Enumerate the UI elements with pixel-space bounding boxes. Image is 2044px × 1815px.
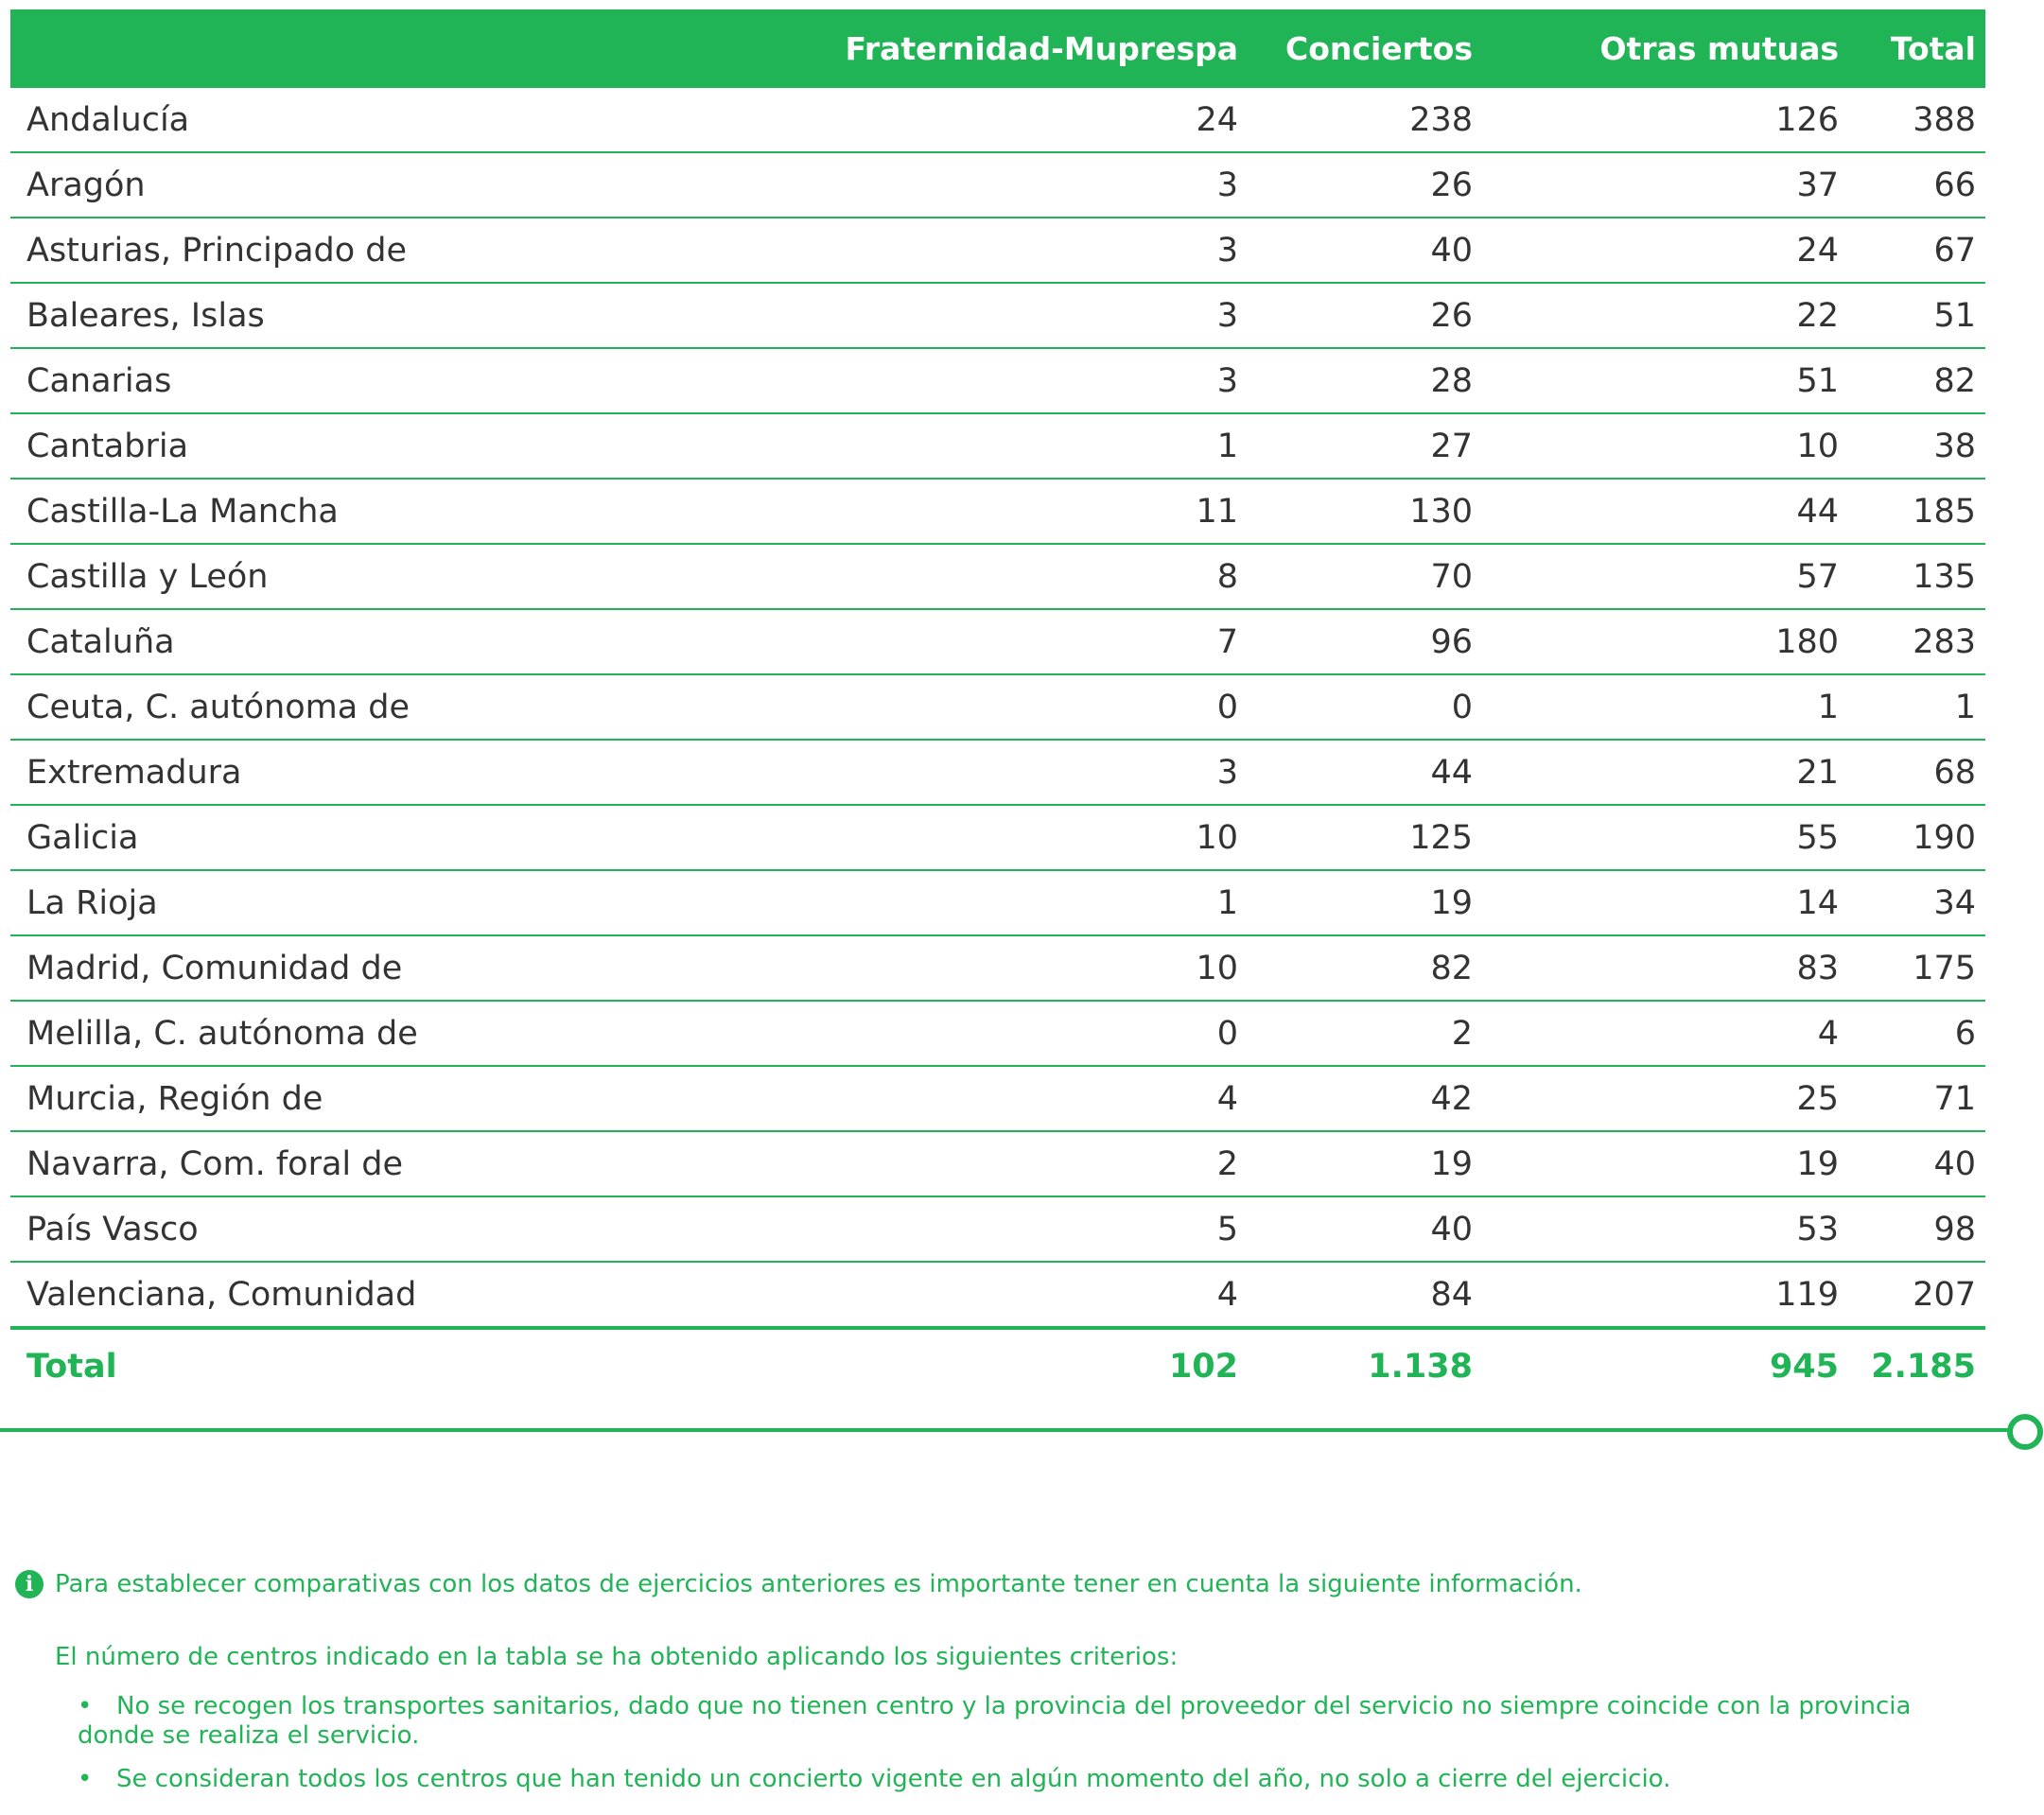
- region-name: Aragón: [26, 166, 146, 204]
- total-conciertos: 1.138: [1368, 1348, 1473, 1386]
- otras-value: 4: [1817, 1014, 1839, 1053]
- conciertos-value: 130: [1409, 492, 1473, 531]
- total-fraternidad: 102: [1168, 1348, 1238, 1386]
- bullet-marker: •: [78, 1765, 93, 1793]
- total-value: 51: [1933, 296, 1976, 335]
- fraternidad-value: 2: [1216, 1144, 1238, 1183]
- table-row: [10, 610, 1985, 675]
- table-row: [10, 1067, 1985, 1132]
- total-total: 2.185: [1871, 1348, 1976, 1386]
- header-conciertos: Conciertos: [1285, 30, 1473, 67]
- conciertos-value: 70: [1430, 557, 1473, 596]
- otras-value: 22: [1796, 296, 1839, 335]
- otras-value: 10: [1796, 427, 1839, 465]
- total-value: 283: [1913, 622, 1976, 661]
- otras-value: 1: [1817, 688, 1839, 726]
- total-value: 6: [1954, 1014, 1976, 1053]
- fraternidad-value: 4: [1216, 1275, 1238, 1314]
- region-name: Andalucía: [26, 100, 190, 139]
- region-name: Madrid, Comunidad de: [26, 949, 403, 987]
- note-intro: Para establecer comparativas con los datos de ejercicios anteriores es importante tener en cuenta la siguiente información.: [55, 1570, 1582, 1598]
- centers-table: [10, 9, 1985, 1404]
- table-row: [10, 871, 1985, 936]
- bullet-marker: •: [78, 1692, 93, 1720]
- region-name: Melilla, C. autónoma de: [26, 1014, 418, 1053]
- fraternidad-value: 11: [1196, 492, 1238, 531]
- info-icon: i: [15, 1570, 44, 1598]
- total-value: 67: [1933, 231, 1976, 270]
- table-row: [10, 1263, 1985, 1330]
- otras-value: 126: [1775, 100, 1839, 139]
- conciertos-value: 2: [1451, 1014, 1473, 1053]
- otras-value: 53: [1796, 1210, 1839, 1248]
- region-name: La Rioja: [26, 883, 158, 922]
- region-name: Baleares, Islas: [26, 296, 265, 335]
- region-name: Asturias, Principado de: [26, 231, 408, 270]
- table-row: [10, 284, 1985, 349]
- divider-end-circle: [2007, 1414, 2043, 1450]
- fraternidad-value: 10: [1196, 949, 1238, 987]
- table-row: [10, 218, 1985, 284]
- table-header: [10, 9, 1985, 88]
- otras-value: 180: [1775, 622, 1839, 661]
- conciertos-value: 28: [1430, 361, 1473, 400]
- otras-value: 51: [1796, 361, 1839, 400]
- header-total: Total: [1890, 30, 1976, 67]
- total-value: 40: [1933, 1144, 1976, 1183]
- region-name: Murcia, Región de: [26, 1079, 323, 1118]
- otras-value: 57: [1796, 557, 1839, 596]
- table-row: [10, 806, 1985, 871]
- total-value: 175: [1913, 949, 1976, 987]
- conciertos-value: 44: [1430, 753, 1473, 792]
- conciertos-value: 26: [1430, 296, 1473, 335]
- table-row: [10, 545, 1985, 610]
- table-row: [10, 1002, 1985, 1067]
- total-otras: 945: [1769, 1348, 1839, 1386]
- total-label: Total: [26, 1348, 117, 1386]
- conciertos-value: 19: [1430, 1144, 1473, 1183]
- fraternidad-value: 5: [1216, 1210, 1238, 1248]
- conciertos-value: 96: [1430, 622, 1473, 661]
- region-name: Castilla-La Mancha: [26, 492, 339, 531]
- conciertos-value: 42: [1430, 1079, 1473, 1118]
- region-name: Galicia: [26, 818, 139, 857]
- note-bullet: Se consideran todos los centros que han tenido un concierto vigente en algún momento del año, no solo a cierre del ejercicio.: [116, 1765, 1671, 1793]
- table-row: [10, 1197, 1985, 1263]
- region-name: Valenciana, Comunidad: [26, 1275, 417, 1314]
- conciertos-value: 82: [1430, 949, 1473, 987]
- fraternidad-value: 24: [1196, 100, 1238, 139]
- otras-value: 44: [1796, 492, 1839, 531]
- conciertos-value: 27: [1430, 427, 1473, 465]
- table-row: [10, 480, 1985, 545]
- header-otras-mutuas: Otras mutuas: [1599, 30, 1839, 67]
- fraternidad-value: 3: [1216, 296, 1238, 335]
- section-divider: [0, 1428, 2013, 1432]
- otras-value: 37: [1796, 166, 1839, 204]
- otras-value: 19: [1796, 1144, 1839, 1183]
- region-name: Castilla y León: [26, 557, 269, 596]
- total-value: 388: [1913, 100, 1976, 139]
- table-row: [10, 88, 1985, 153]
- region-name: Canarias: [26, 361, 172, 400]
- region-name: Cantabria: [26, 427, 189, 465]
- total-value: 38: [1933, 427, 1976, 465]
- header-fraternidad: Fraternidad-Muprespa: [845, 30, 1238, 67]
- fraternidad-value: 3: [1216, 361, 1238, 400]
- conciertos-value: 40: [1430, 231, 1473, 270]
- fraternidad-value: 1: [1216, 883, 1238, 922]
- region-name: Extremadura: [26, 753, 242, 792]
- total-value: 68: [1933, 753, 1976, 792]
- fraternidad-value: 3: [1216, 753, 1238, 792]
- total-value: 185: [1913, 492, 1976, 531]
- table-total-row: [10, 1330, 1985, 1404]
- table-row: [10, 936, 1985, 1002]
- total-value: 71: [1933, 1079, 1976, 1118]
- total-value: 135: [1913, 557, 1976, 596]
- fraternidad-value: 1: [1216, 427, 1238, 465]
- fraternidad-value: 8: [1216, 557, 1238, 596]
- conciertos-value: 40: [1430, 1210, 1473, 1248]
- table-row: [10, 741, 1985, 806]
- conciertos-value: 26: [1430, 166, 1473, 204]
- total-value: 66: [1933, 166, 1976, 204]
- otras-value: 21: [1796, 753, 1839, 792]
- fraternidad-value: 4: [1216, 1079, 1238, 1118]
- fraternidad-value: 7: [1216, 622, 1238, 661]
- total-value: 98: [1933, 1210, 1976, 1248]
- total-value: 207: [1913, 1275, 1976, 1314]
- fraternidad-value: 10: [1196, 818, 1238, 857]
- total-value: 190: [1913, 818, 1976, 857]
- conciertos-value: 238: [1409, 100, 1473, 139]
- table-row: [10, 1132, 1985, 1197]
- otras-value: 24: [1796, 231, 1839, 270]
- total-value: 1: [1954, 688, 1976, 726]
- fraternidad-value: 3: [1216, 166, 1238, 204]
- table-row: [10, 414, 1985, 480]
- table-row: [10, 675, 1985, 741]
- otras-value: 14: [1796, 883, 1839, 922]
- total-value: 82: [1933, 361, 1976, 400]
- conciertos-value: 125: [1409, 818, 1473, 857]
- fraternidad-value: 0: [1216, 1014, 1238, 1053]
- region-name: País Vasco: [26, 1210, 199, 1248]
- conciertos-value: 19: [1430, 883, 1473, 922]
- note-bullet: No se recogen los transportes sanitarios, dado que no tienen centro y la provincia del proveedor del servicio no siempre coincide con la provincia donde se realiza el servicio.: [78, 1692, 1912, 1750]
- fraternidad-value: 3: [1216, 231, 1238, 270]
- region-name: Cataluña: [26, 622, 175, 661]
- otras-value: 55: [1796, 818, 1839, 857]
- otras-value: 25: [1796, 1079, 1839, 1118]
- otras-value: 83: [1796, 949, 1839, 987]
- otras-value: 119: [1775, 1275, 1839, 1314]
- fraternidad-value: 0: [1216, 688, 1238, 726]
- table-row: [10, 349, 1985, 414]
- table-row: [10, 153, 1985, 218]
- region-name: Ceuta, C. autónoma de: [26, 688, 411, 726]
- region-name: Navarra, Com. foral de: [26, 1144, 404, 1183]
- conciertos-value: 0: [1451, 688, 1473, 726]
- total-value: 34: [1933, 883, 1976, 922]
- conciertos-value: 84: [1430, 1275, 1473, 1314]
- note-criteria: El número de centros indicado en la tabla se ha obtenido aplicando los siguientes criterios:: [55, 1643, 1179, 1671]
